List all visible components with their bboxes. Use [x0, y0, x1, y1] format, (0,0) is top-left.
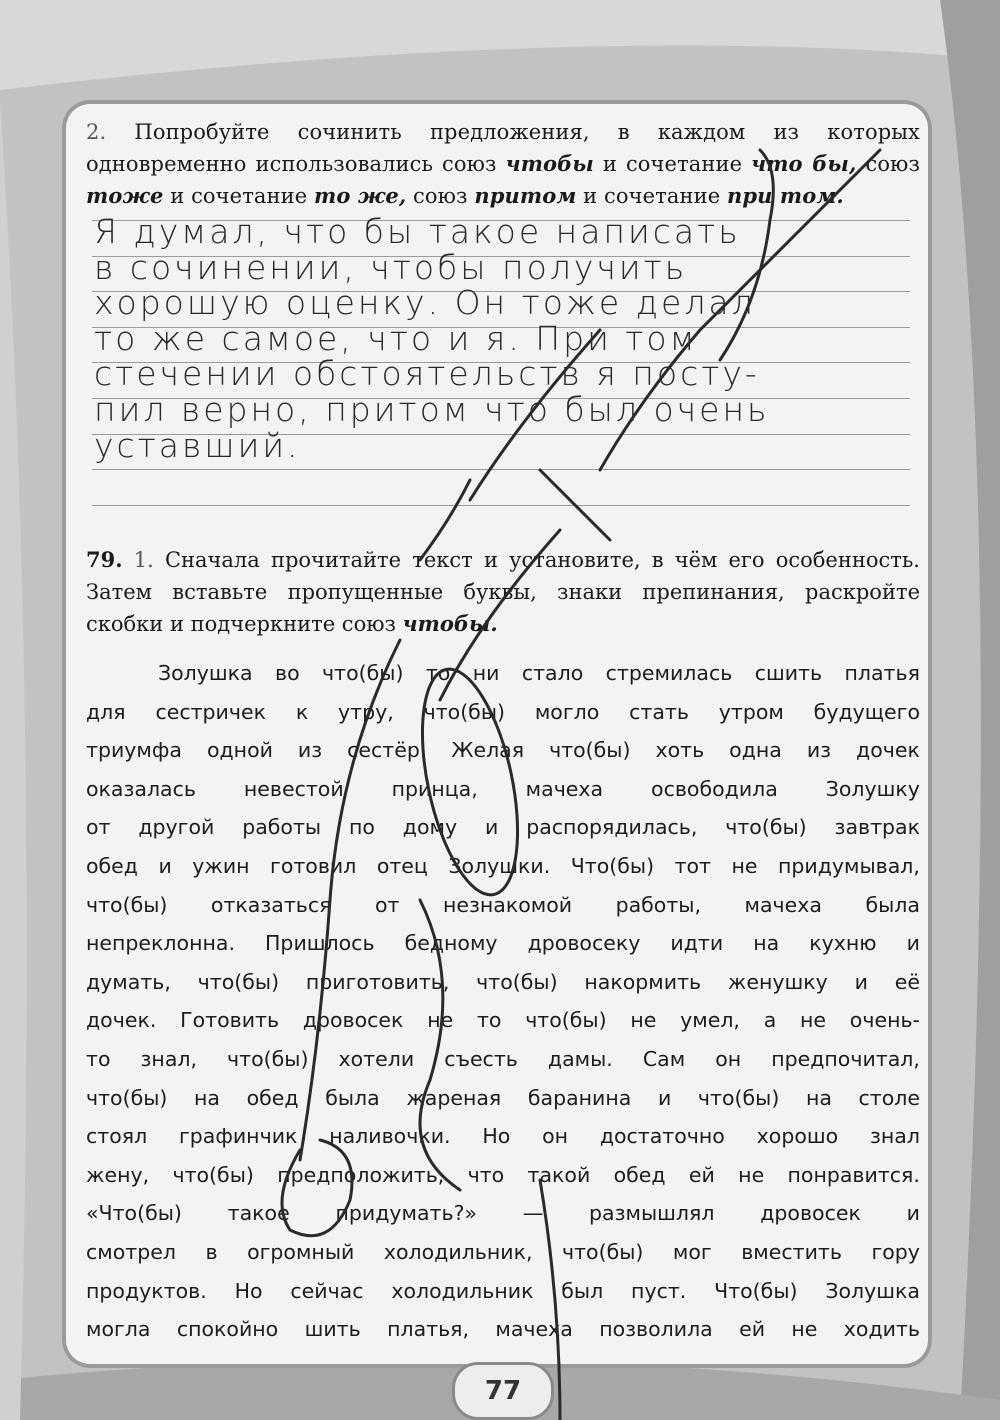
- text-line: [86, 924, 920, 963]
- text-word: что(бы): [525, 1008, 607, 1033]
- text-word: предположить,: [277, 1162, 445, 1187]
- text-word: была: [325, 1085, 380, 1110]
- text-word: мачеха: [495, 1317, 573, 1342]
- text-word: оказалась: [86, 776, 196, 801]
- text-line: [86, 693, 920, 732]
- text-word: что(бы): [423, 699, 506, 724]
- text-word: очень-: [849, 1008, 920, 1033]
- text-word: понравится.: [787, 1162, 920, 1187]
- text-word: принца,: [391, 776, 478, 801]
- text-word: стать: [629, 699, 689, 724]
- text-word: ужин: [192, 853, 250, 878]
- text-word: и: [906, 931, 920, 956]
- text-word: что(бы): [227, 1046, 309, 1071]
- handwritten-answer: [94, 214, 924, 463]
- text-word: утром: [718, 699, 784, 724]
- text-word: то: [86, 1046, 111, 1071]
- text-word: смотрел: [86, 1239, 176, 1264]
- text-word: что(бы): [86, 1085, 168, 1110]
- text-line: [86, 1001, 920, 1040]
- task-79-text: Сначала прочитайте текст и установите, в чём его особенность. Затем вставьте пропущенные буквы, знаки препинания, раскройте скобки и подчеркните союз: [86, 548, 920, 636]
- text-word: что(бы): [476, 969, 558, 994]
- text-word: Что(бы): [714, 1278, 798, 1303]
- task-2-text-4: союз: [413, 184, 468, 208]
- text-word: платья: [844, 661, 920, 685]
- text-word: освободила: [651, 776, 778, 801]
- text-word: дровосек: [302, 1008, 404, 1033]
- text-word: для: [86, 699, 126, 724]
- task-79-subnumber: 1.: [133, 548, 154, 572]
- text-word: Готовить: [180, 1008, 280, 1033]
- text-line: [86, 770, 920, 809]
- task-2-text-3: и сочетание: [170, 184, 308, 208]
- text-word: дамы.: [547, 1046, 613, 1071]
- text-line: [86, 847, 920, 886]
- text-word: незнакомой: [442, 892, 573, 917]
- text-word: такой: [527, 1162, 591, 1187]
- keyword-tozhe: тоже: [86, 183, 164, 208]
- text-word: вместить: [741, 1239, 842, 1264]
- task-79-instruction: [86, 544, 920, 640]
- text-word: Пришлось: [265, 931, 375, 956]
- text-line: [86, 808, 920, 847]
- text-word: обед: [246, 1085, 299, 1110]
- text-word: достаточно: [599, 1124, 725, 1149]
- text-word: Золушки.: [448, 853, 551, 878]
- text-word: на: [805, 1085, 832, 1110]
- text-word: бедному: [404, 931, 498, 956]
- text-word: из: [806, 738, 832, 763]
- task-2-text-2: союз: [865, 152, 920, 176]
- text-word: что(бы): [697, 1085, 780, 1110]
- text-word: не: [731, 853, 758, 878]
- text-word: Что(бы): [570, 853, 655, 878]
- text-word: придумывал,: [777, 853, 920, 878]
- text-word: он: [542, 1124, 569, 1149]
- text-word: стало: [521, 661, 584, 685]
- text-word: знал,: [140, 1046, 198, 1071]
- text-word: Золушка: [825, 1278, 920, 1303]
- text-word: завтрак: [834, 815, 920, 840]
- text-word: —: [522, 1201, 544, 1226]
- text-word: отказаться: [210, 892, 332, 917]
- text-word: по: [348, 815, 375, 840]
- text-word: позволила: [599, 1317, 713, 1342]
- text-word: готовил: [270, 853, 357, 878]
- text-word: ни: [472, 661, 500, 685]
- task-79-number: 79.: [86, 547, 123, 572]
- text-word: то: [476, 1008, 502, 1033]
- text-word: во: [275, 661, 300, 685]
- text-word: знал: [869, 1124, 920, 1149]
- text-word: на: [194, 1085, 220, 1110]
- text-word: накормить: [584, 969, 702, 994]
- handwritten-line: уставший.: [94, 425, 301, 465]
- text-word: одной: [206, 738, 273, 763]
- text-word: распорядилась,: [526, 815, 698, 840]
- text-word: могло: [534, 699, 600, 724]
- text-word: хорошо: [756, 1124, 839, 1149]
- text-word: Золушка: [158, 661, 253, 685]
- text-word: а: [763, 1008, 777, 1033]
- text-word: идти: [670, 931, 724, 956]
- text-word: одна: [729, 738, 782, 763]
- text-word: работы,: [615, 892, 701, 917]
- writing-rule: [92, 469, 910, 470]
- text-word: отец: [376, 853, 428, 878]
- text-word: из: [297, 738, 323, 763]
- text-word: на: [753, 931, 780, 956]
- text-word: приготовить,: [305, 969, 450, 994]
- text-word: невестой: [243, 776, 344, 801]
- text-word: Золушку: [825, 776, 920, 801]
- text-word: придумать?»: [335, 1201, 478, 1226]
- text-word: то: [425, 661, 451, 685]
- text-word: сестричек: [155, 699, 266, 724]
- text-word: наливочки.: [329, 1124, 451, 1149]
- text-word: стоял: [86, 1124, 148, 1149]
- task-2-text-5: и сочетание: [583, 184, 721, 208]
- text-word: он: [715, 1046, 742, 1071]
- text-word: был: [561, 1278, 604, 1303]
- text-word: тот: [674, 853, 712, 878]
- text-word: не: [800, 1008, 827, 1033]
- text-word: триумфа: [86, 738, 182, 763]
- text-line: [86, 1079, 920, 1118]
- keyword-pritom: притом: [474, 183, 577, 208]
- text-word: не: [630, 1008, 657, 1033]
- text-word: кухню: [809, 931, 877, 956]
- text-word: что(бы): [86, 892, 168, 917]
- text-word: холодильник: [391, 1278, 534, 1303]
- text-word: предпочитал,: [771, 1046, 920, 1071]
- text-line: [86, 731, 920, 770]
- text-word: от: [374, 892, 400, 917]
- keyword-chtoby-2: чтобы.: [402, 611, 498, 636]
- handwritten-line: Я думал, что бы такое написать: [94, 212, 741, 251]
- text-word: и: [158, 853, 172, 878]
- text-word: дровосеку: [527, 931, 641, 956]
- text-word: ей: [688, 1162, 715, 1187]
- text-word: жену,: [86, 1162, 150, 1187]
- text-line: [86, 654, 920, 693]
- handwritten-line: стечении обстоятельств я посту-: [94, 354, 760, 394]
- text-word: дочек.: [86, 1008, 157, 1033]
- text-word: в: [205, 1239, 218, 1264]
- text-word: «Что(бы): [86, 1201, 182, 1226]
- text-word: ей: [739, 1317, 766, 1342]
- handwritten-line: хорошую оценку. Он тоже делал: [94, 283, 756, 323]
- text-word: что(бы): [197, 969, 280, 994]
- text-word: её: [894, 969, 920, 994]
- page-number: 77: [484, 1376, 522, 1406]
- text-word: сшить: [754, 661, 823, 685]
- text-word: дровосек: [760, 1201, 861, 1226]
- text-line: [86, 1156, 920, 1195]
- handwritten-line: в сочинении, чтобы получить: [94, 247, 688, 287]
- text-word: к: [295, 699, 309, 724]
- text-word: что(бы): [725, 815, 807, 840]
- text-word: работы: [242, 815, 322, 840]
- text-word: обед: [613, 1162, 666, 1187]
- text-word: продуктов.: [86, 1278, 207, 1303]
- writing-rule: [92, 505, 910, 506]
- text-word: могла: [86, 1317, 151, 1342]
- text-word: будущего: [813, 699, 920, 724]
- text-line: [86, 1040, 920, 1079]
- text-word: от: [86, 815, 111, 840]
- text-word: другой: [138, 815, 215, 840]
- text-word: сейчас: [290, 1278, 364, 1303]
- text-word: мог: [672, 1239, 712, 1264]
- text-word: и: [485, 815, 499, 840]
- text-word: мачеха: [525, 776, 604, 801]
- keyword-pri-tom: при том.: [727, 183, 844, 208]
- text-line: [86, 1117, 920, 1156]
- text-word: не: [738, 1162, 765, 1187]
- exercise-text: [86, 654, 920, 1349]
- text-word: Желая: [451, 738, 525, 763]
- text-word: обед: [86, 853, 138, 878]
- text-word: что(бы): [172, 1162, 254, 1187]
- text-word: ходить: [843, 1317, 920, 1342]
- text-word: утру,: [338, 699, 394, 724]
- text-word: была: [865, 892, 920, 917]
- text-word: размышлял: [589, 1201, 715, 1226]
- task-2-text: Попробуйте сочинить предложения, в каждом из которых одновременно использовались союз: [86, 120, 921, 176]
- text-word: что(бы): [549, 738, 631, 763]
- text-word: и: [906, 1201, 920, 1226]
- text-word: Но: [234, 1278, 263, 1303]
- text-word: думать,: [86, 969, 171, 994]
- text-word: Но: [482, 1124, 511, 1149]
- text-word: дочек: [856, 738, 920, 763]
- text-word: что(бы): [561, 1239, 644, 1264]
- text-word: умел,: [680, 1008, 740, 1033]
- text-word: Сам: [642, 1046, 686, 1071]
- text-word: шить: [304, 1317, 361, 1342]
- text-word: жареная: [406, 1085, 502, 1110]
- text-word: не: [791, 1317, 818, 1342]
- task-2-number: 2.: [86, 120, 107, 144]
- task-2-text-1: и сочетание: [602, 152, 743, 176]
- text-line: [86, 1233, 920, 1272]
- text-word: столе: [858, 1085, 920, 1110]
- text-word: холодильник,: [383, 1239, 533, 1264]
- text-word: не: [427, 1008, 454, 1033]
- handwritten-line: то же самое, что и я. При том: [94, 318, 698, 358]
- text-line: [86, 1194, 920, 1233]
- text-word: баранина: [527, 1085, 632, 1110]
- text-line: [86, 1272, 920, 1311]
- text-word: такое: [227, 1201, 290, 1226]
- handwritten-line: пил верно, притом что был очень: [94, 389, 770, 429]
- keyword-chto-by: что бы,: [751, 151, 857, 176]
- text-line: [86, 886, 920, 925]
- text-word: платья,: [387, 1317, 470, 1342]
- text-word: огромный: [247, 1239, 355, 1264]
- text-word: пуст.: [631, 1278, 687, 1303]
- text-word: дому: [402, 815, 458, 840]
- text-word: и: [657, 1085, 672, 1110]
- text-word: хотели: [338, 1046, 415, 1071]
- text-word: хоть: [655, 738, 705, 763]
- text-word: что: [467, 1162, 505, 1187]
- text-word: женушку: [727, 969, 828, 994]
- text-word: гору: [871, 1239, 920, 1264]
- page-number-badge: [452, 1362, 554, 1420]
- text-word: что(бы): [322, 661, 404, 685]
- text-word: стремилась: [605, 661, 733, 685]
- text-word: и: [854, 969, 868, 994]
- keyword-chtoby: чтобы: [505, 151, 594, 176]
- keyword-to-zhe: то же,: [314, 183, 407, 208]
- text-word: мачеха: [744, 892, 822, 917]
- text-line: [86, 963, 920, 1002]
- text-word: сестёр.: [347, 738, 427, 763]
- text-word: графинчик: [178, 1124, 298, 1149]
- text-word: спокойно: [176, 1317, 279, 1342]
- text-word: съесть: [444, 1046, 518, 1071]
- text-line: [86, 1310, 920, 1349]
- task-2-instruction: [86, 116, 920, 212]
- text-word: непреклонна.: [86, 931, 235, 956]
